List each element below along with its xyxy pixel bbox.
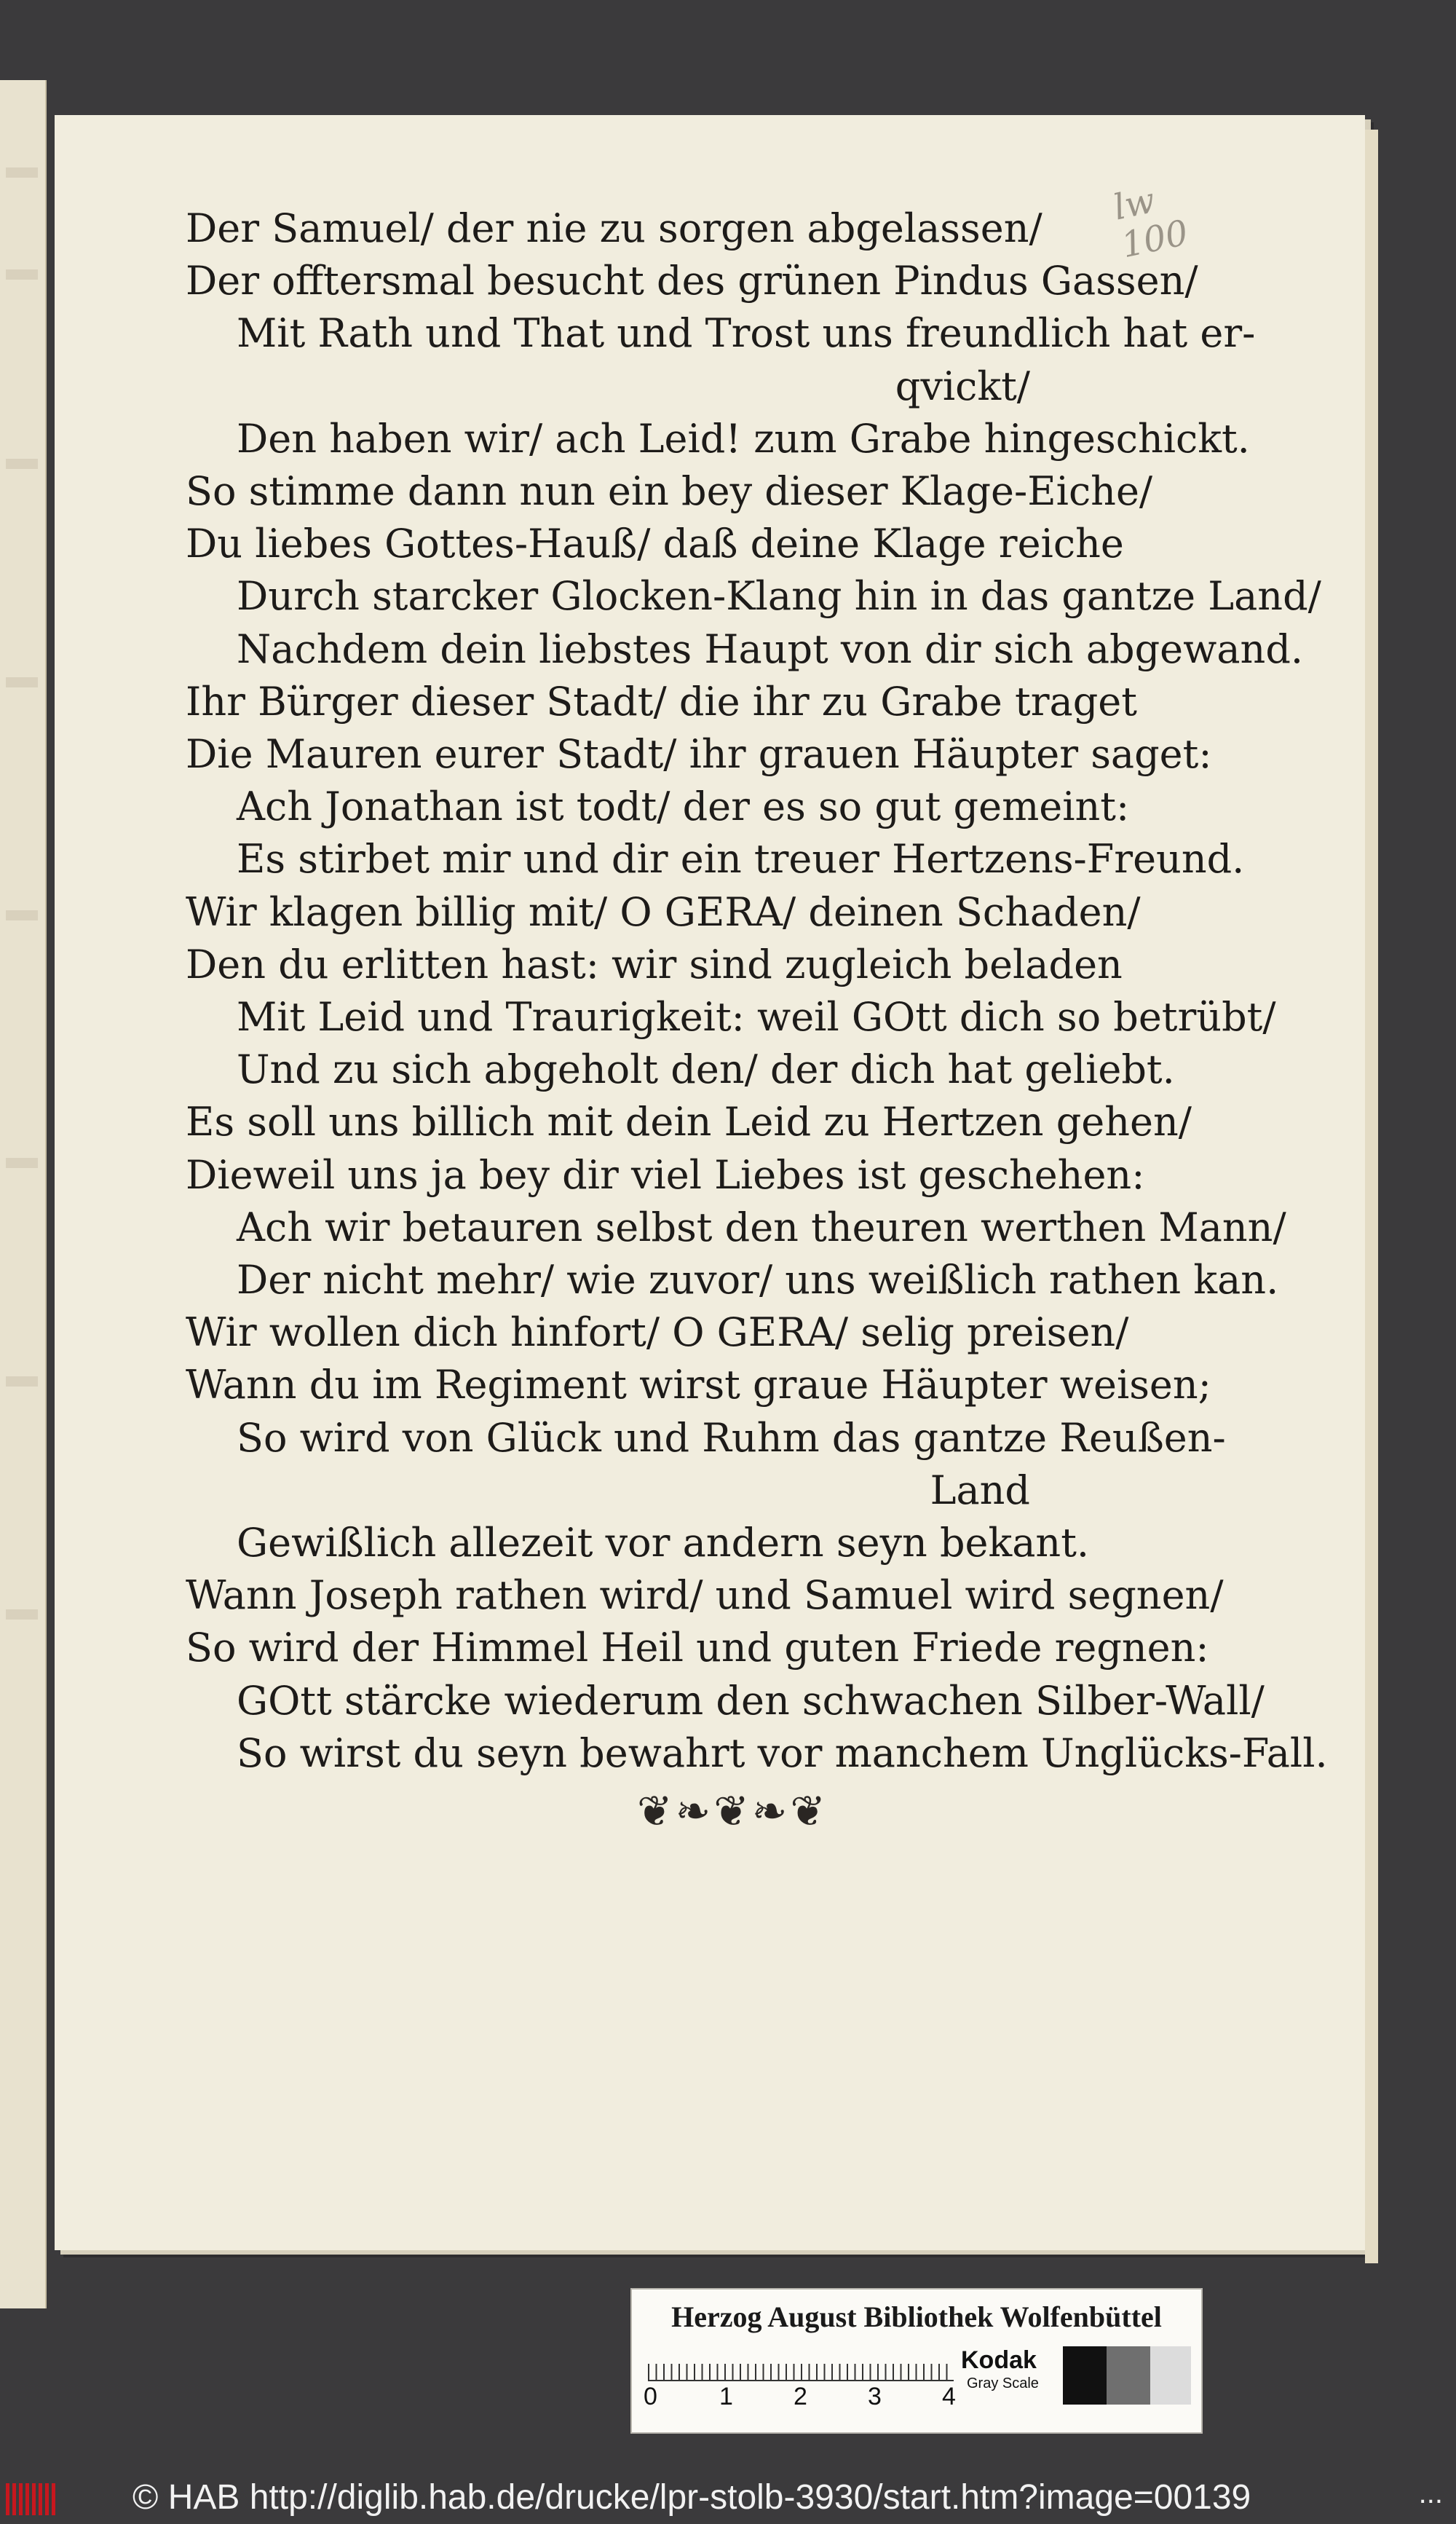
- scanned-page: [55, 115, 1365, 2250]
- poem-line: So wird von Glück und Ruhm das gantze Reußen-: [237, 1414, 1226, 1461]
- poem-line: Es soll uns billich mit dein Leid zu Hertzen gehen/: [186, 1099, 1192, 1145]
- ruler-number: 4: [942, 2383, 956, 2410]
- printer-ornament: ❦❧❦❧❦: [637, 1786, 828, 1836]
- source-url[interactable]: © HAB http://diglib.hab.de/drucke/lpr-stolb-3930/start.htm?image=00139: [132, 2478, 1251, 2517]
- poem-line: Ihr Bürger dieser Stadt/ die ihr zu Grabe traget: [186, 678, 1137, 725]
- poem-line: Der Samuel/ der nie zu sorgen abgelassen/: [186, 205, 1042, 251]
- poem-line: Ach Jonathan ist todt/ der es so gut gemeint:: [237, 784, 1130, 830]
- kodak-logo: Kodak: [961, 2346, 1037, 2374]
- poem-line: Die Mauren eurer Stadt/ ihr grauen Häupter saget:: [186, 731, 1212, 778]
- poem-line: Du liebes Gottes-Hauß/ daß deine Klage reiche: [186, 521, 1124, 567]
- pencil-annotation: lw 100: [1109, 179, 1192, 267]
- poem-line: Nachdem dein liebstes Haupt von dir sich abgewand.: [237, 626, 1304, 672]
- poem-line: Mit Rath und That und Trost uns freundlich hat er-: [237, 310, 1256, 357]
- poem-line: Durch starcker Glocken-Klang hin in das gantze Land/: [237, 573, 1321, 620]
- ruler: [648, 2346, 954, 2381]
- gray-scale-label: Gray Scale: [967, 2375, 1039, 2391]
- poem-line: Wir klagen billig mit/ O GERA/ deinen Schaden/: [186, 888, 1141, 935]
- poem-line: Es stirbet mir und dir ein treuer Hertzens-Freund.: [237, 836, 1245, 883]
- ghost-text: [6, 459, 38, 469]
- ruler-number: 2: [794, 2383, 807, 2410]
- poem-line: GOtt stärcke wiederum den schwachen Silber-Wall/: [237, 1677, 1265, 1724]
- poem-line: Dieweil uns ja bey dir viel Liebes ist geschehen:: [186, 1151, 1145, 1198]
- ghost-text: [6, 1158, 38, 1168]
- poem-line: Der offtersmal besucht des grünen Pindus Gassen/: [186, 258, 1198, 304]
- poem-line: So stimme dann nun ein bey dieser Klage-Eiche/: [186, 468, 1153, 515]
- more-icon[interactable]: ...: [1418, 2477, 1443, 2509]
- poem-line: Den du erlitten hast: wir sind zugleich beladen: [186, 941, 1123, 987]
- poem-text: [186, 202, 1328, 1780]
- hab-logo-icon: [6, 2483, 58, 2515]
- poem-line: Gewißlich allezeit vor andern seyn bekant.: [237, 1520, 1090, 1566]
- footer-bar: [0, 2476, 1456, 2524]
- poem-line: Wann Joseph rathen wird/ und Samuel wird segnen/: [186, 1572, 1224, 1619]
- poem-line: Ach wir betauren selbst den theuren werthen Mann/: [237, 1204, 1286, 1250]
- gray-swatch: [1107, 2346, 1150, 2405]
- gray-swatch: [1063, 2346, 1107, 2405]
- poem-line: Land: [930, 1467, 1030, 1513]
- color-scale-card: [630, 2288, 1203, 2434]
- ghost-text: [6, 167, 38, 178]
- ruler-number: 3: [868, 2383, 882, 2410]
- poem-line: Mit Leid und Traurigkeit: weil GOtt dich so betrübt/: [237, 994, 1276, 1041]
- poem-line: Wann du im Regiment wirst graue Häupter weisen;: [186, 1362, 1211, 1408]
- ruler-number: 1: [719, 2383, 733, 2410]
- ghost-text: [6, 1376, 38, 1387]
- poem-line: So wird der Himmel Heil und guten Friede regnen:: [186, 1625, 1209, 1671]
- ghost-text: [6, 677, 38, 687]
- ghost-text: [6, 269, 38, 280]
- poem-line: Der nicht mehr/ wie zuvor/ uns weißlich rathen kan.: [237, 1257, 1279, 1304]
- ruler-number: 0: [644, 2383, 657, 2410]
- library-name: Herzog August Bibliothek Wolfenbüttel: [671, 2300, 1162, 2333]
- poem-line: Den haben wir/ ach Leid! zum Grabe hingeschickt.: [237, 415, 1250, 462]
- ghost-text: [6, 910, 38, 920]
- page-edge: [1365, 130, 1378, 2263]
- previous-page-edge: [0, 80, 47, 2308]
- poem-line: qvickt/: [895, 363, 1030, 409]
- ghost-text: [6, 1609, 38, 1620]
- poem-line: So wirst du seyn bewahrt vor manchem Unglücks-Fall.: [237, 1730, 1328, 1776]
- poem-line: Wir wollen dich hinfort/ O GERA/ selig preisen/: [186, 1309, 1129, 1356]
- gray-swatch: [1150, 2346, 1191, 2405]
- poem-line: Und zu sich abgeholt den/ der dich hat geliebt.: [237, 1046, 1175, 1093]
